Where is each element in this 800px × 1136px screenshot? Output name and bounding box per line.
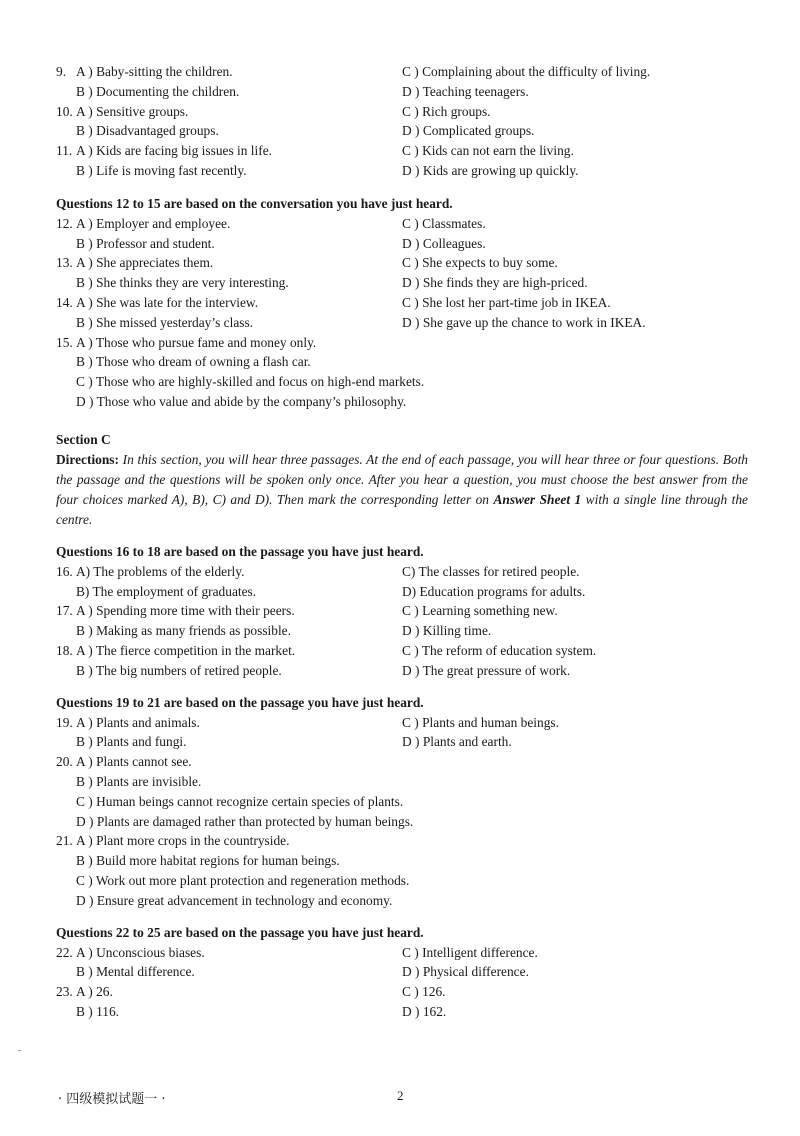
option-right: D ) Complicated groups. (402, 123, 535, 139)
option-row (56, 121, 756, 141)
question-block-21 (56, 831, 756, 910)
option-row (56, 831, 756, 851)
option-text: D ) Those who value and abide by the company’s philosophy. (76, 393, 407, 409)
option-text: A ) Those who pursue fame and money only. (76, 334, 317, 350)
section-c-title: Section C (56, 431, 111, 447)
option-right: D ) Teaching teenagers. (402, 83, 529, 99)
option-left: A ) Sensitive groups. (76, 103, 189, 119)
option-right: D ) Killing time. (402, 623, 492, 639)
question-number: 21. (56, 833, 73, 849)
option-left: B ) Plants and fungi. (76, 734, 187, 750)
option-left: B ) Disadvantaged groups. (76, 123, 219, 139)
option-row (56, 621, 756, 641)
question-number: 17. (56, 603, 73, 619)
option-left: A ) 26. (76, 984, 113, 1000)
option-row (56, 273, 756, 293)
option-text: C ) Human beings cannot recognize certain species of plants. (76, 793, 404, 809)
option-left: A ) Kids are facing big issues in life. (76, 143, 272, 159)
option-row (56, 313, 756, 333)
question-number: 11. (56, 143, 73, 159)
question-block-12-14 (56, 214, 756, 333)
option-right: D ) Colleagues. (402, 235, 486, 251)
question-block-16-18 (56, 562, 756, 681)
scan-mark (18, 1050, 21, 1051)
directions-text-end: with a single line through the centre. (56, 491, 748, 527)
option-right: C ) Rich groups. (402, 103, 491, 119)
option-row (56, 293, 756, 313)
option-right: D ) Physical difference. (402, 964, 529, 980)
option-left: B ) 116. (76, 1003, 120, 1019)
question-block-22-23 (56, 943, 756, 1022)
option-row (56, 392, 756, 412)
option-row (56, 82, 756, 102)
question-number: 10. (56, 103, 73, 119)
option-left: B ) Making as many friends as possible. (76, 623, 291, 639)
question-number: 19. (56, 714, 73, 730)
question-block-15 (56, 333, 756, 412)
option-right: D ) The great pressure of work. (402, 662, 571, 678)
question-block-20 (56, 752, 756, 831)
footer-exam-label: · 四级模拟试题一 · (58, 1092, 166, 1107)
option-text: C ) Those who are highly-skilled and focus on high-end markets. (76, 374, 425, 390)
question-number: 22. (56, 944, 73, 960)
option-right: C ) Intelligent difference. (402, 944, 538, 960)
option-row (56, 214, 756, 234)
option-left: A ) Unconscious biases. (76, 944, 205, 960)
option-right: D ) She gave up the chance to work in IKEA. (402, 314, 646, 330)
option-left: A ) She was late for the interview. (76, 294, 259, 310)
option-text: D ) Plants are damaged rather than protected by human beings. (76, 813, 414, 829)
answer-sheet-label: Answer Sheet 1 (493, 491, 582, 507)
option-row (56, 234, 756, 254)
question-heading-19-21: Questions 19 to 21 are based on the passage you have just heard. (56, 694, 424, 710)
option-text: A ) Plants cannot see. (76, 754, 192, 770)
option-row (56, 982, 756, 1002)
question-number: 20. (56, 754, 73, 770)
question-number: 13. (56, 255, 73, 271)
question-number: 14. (56, 294, 73, 310)
option-text: C ) Work out more plant protection and regeneration methods. (76, 872, 410, 888)
question-heading-12-15: Questions 12 to 15 are based on the conversation you have just heard. (56, 195, 453, 211)
question-number: 23. (56, 984, 73, 1000)
option-row (56, 713, 756, 733)
option-right: C ) Complaining about the difficulty of living. (402, 64, 651, 79)
option-row (56, 943, 756, 963)
option-row (56, 641, 756, 661)
option-row (56, 792, 756, 812)
option-left: B ) Professor and student. (76, 235, 215, 251)
option-left: B ) She missed yesterday’s class. (76, 314, 254, 330)
question-heading-16-18: Questions 16 to 18 are based on the passage you have just heard. (56, 543, 424, 559)
option-left: A ) Employer and employee. (76, 215, 231, 231)
option-row (56, 812, 756, 832)
question-number: 9. (56, 64, 67, 79)
option-text: A ) Plant more crops in the countryside. (76, 833, 290, 849)
option-text: B ) Build more habitat regions for human beings. (76, 853, 340, 869)
option-row (56, 141, 756, 161)
option-left: A ) Plants and animals. (76, 714, 200, 730)
option-right: C ) 126. (402, 984, 446, 1000)
option-row (56, 562, 756, 582)
option-row (56, 891, 756, 911)
section-c-directions (56, 450, 748, 530)
option-right: C ) She lost her part-time job in IKEA. (402, 294, 611, 310)
question-number: 16. (56, 563, 73, 579)
option-left: B ) Life is moving fast recently. (76, 162, 247, 178)
option-row (56, 732, 756, 752)
option-left: B ) Documenting the children. (76, 83, 240, 99)
option-right: C ) She expects to buy some. (402, 255, 558, 271)
option-row (56, 772, 756, 792)
option-right: D ) Plants and earth. (402, 734, 512, 750)
directions-text: In this section, you will hear three passages. At the end of each passage, you will hear three or four questions. Both the passage and the questions will be spoken only once. After you hear a question, you must choose the best answer from the four choices marked A), B), C) and D). Then mark the corresponding letter on (56, 451, 748, 507)
option-row (56, 1002, 756, 1022)
option-row (56, 661, 756, 681)
option-row (56, 851, 756, 871)
question-number: 15. (56, 334, 73, 350)
option-left: B ) The big numbers of retired people. (76, 662, 282, 678)
option-left: A ) She appreciates them. (76, 255, 214, 271)
question-block-9-11 (56, 62, 756, 181)
option-text: B ) Plants are invisible. (76, 773, 202, 789)
option-left: A ) Baby-sitting the children. (76, 64, 233, 79)
option-row (56, 333, 756, 353)
option-left: A) The problems of the elderly. (76, 563, 245, 579)
option-left: A ) Spending more time with their peers. (76, 603, 295, 619)
question-block-19 (56, 713, 756, 753)
question-number: 12. (56, 215, 73, 231)
option-left: B ) Mental difference. (76, 964, 195, 980)
option-row (56, 161, 756, 181)
option-right: C ) Plants and human beings. (402, 714, 559, 730)
question-number: 18. (56, 642, 73, 658)
option-right: C ) The reform of education system. (402, 642, 597, 658)
option-row (56, 62, 756, 82)
question-heading-22-25: Questions 22 to 25 are based on the passage you have just heard. (56, 924, 424, 940)
option-row (56, 253, 756, 273)
option-right: C ) Kids can not earn the living. (402, 143, 574, 159)
option-left: B) The employment of graduates. (76, 583, 257, 599)
option-right: C) The classes for retired people. (402, 563, 580, 579)
option-right: D ) She finds they are high-priced. (402, 275, 588, 291)
option-row (56, 871, 756, 891)
option-right: D ) 162. (402, 1003, 447, 1019)
option-row (56, 372, 756, 392)
option-row (56, 601, 756, 621)
page-content (56, 62, 756, 1022)
option-row (56, 962, 756, 982)
option-right: C ) Learning something new. (402, 603, 558, 619)
option-right: C ) Classmates. (402, 215, 486, 231)
option-right: D ) Kids are growing up quickly. (402, 162, 579, 178)
directions-label: Directions: (56, 451, 119, 467)
option-row (56, 752, 756, 772)
option-row (56, 582, 756, 602)
option-text: B ) Those who dream of owning a flash car. (76, 354, 311, 370)
option-text: D ) Ensure great advancement in technology and economy. (76, 892, 393, 908)
option-left: B ) She thinks they are very interesting. (76, 275, 289, 291)
page-number: 2 (397, 1088, 404, 1103)
option-row (56, 102, 756, 122)
option-left: A ) The fierce competition in the market. (76, 642, 296, 658)
option-right: D) Education programs for adults. (402, 583, 586, 599)
option-row (56, 352, 756, 372)
